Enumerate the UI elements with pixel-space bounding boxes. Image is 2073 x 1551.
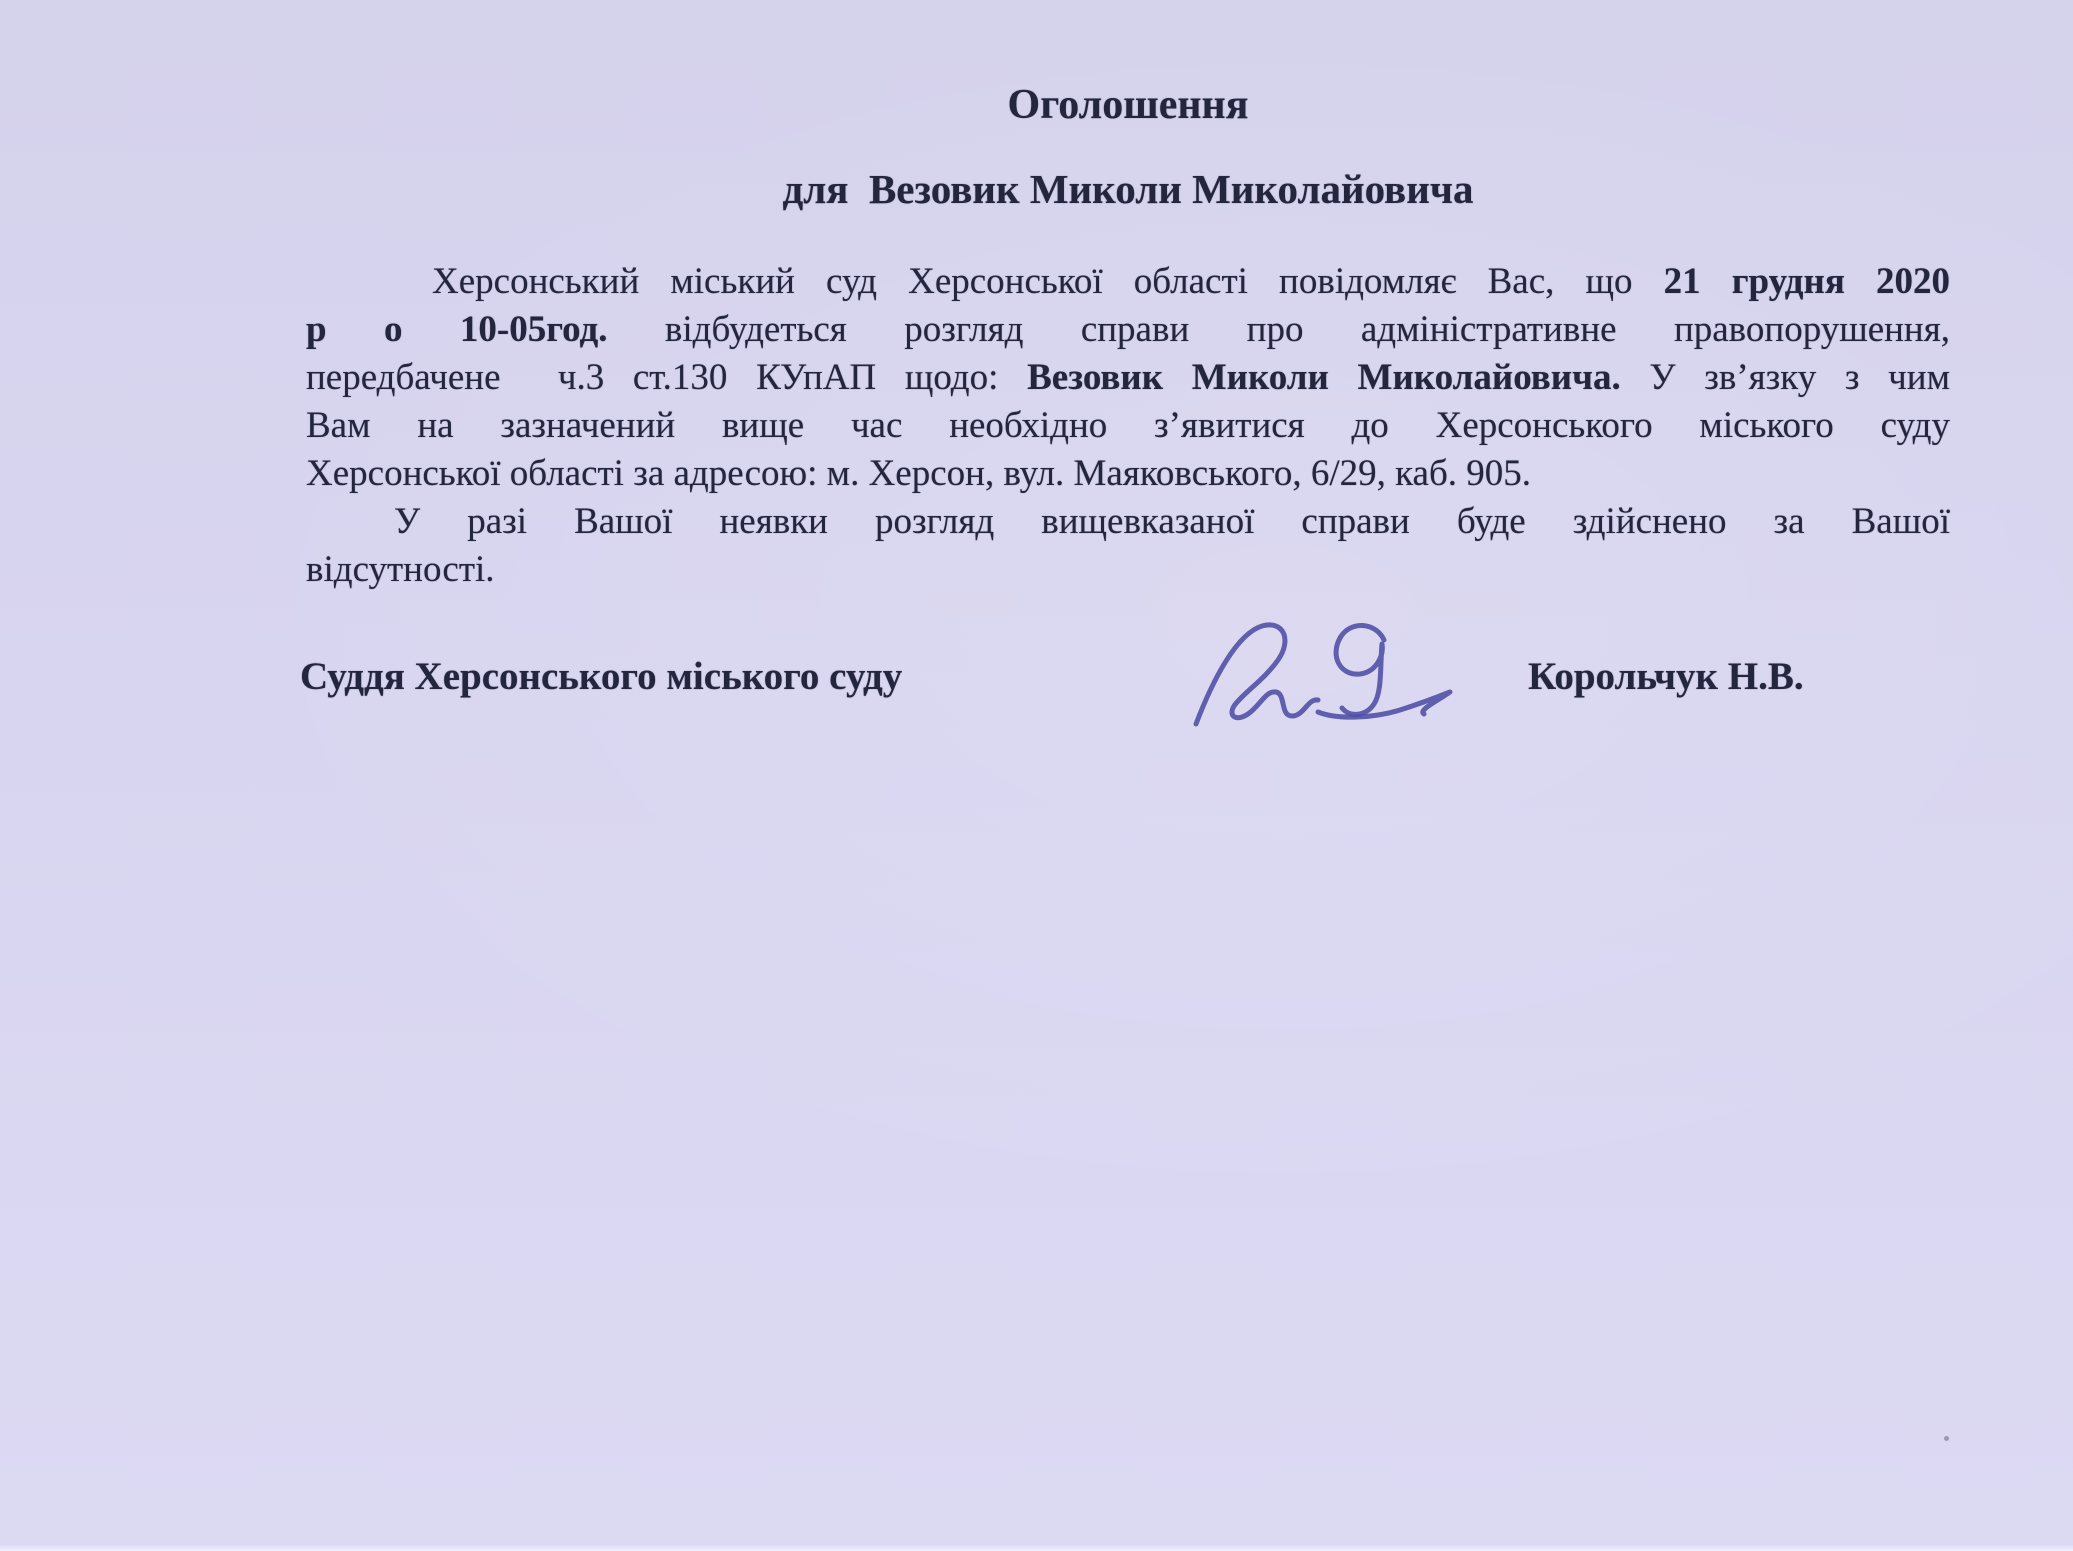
announcement-title: Оголошення xyxy=(1007,82,1249,128)
body-line: відсутності. xyxy=(306,549,495,590)
body-line: У разі Вашої неявки розгляд вищевказаної справи буде здійснено за Вашої xyxy=(394,501,1950,542)
body-line: Херсонський міський суд Херсонської області повідомляє Вас, що 21 грудня 2020 xyxy=(432,261,1950,302)
scan-dust-speck xyxy=(1944,1436,1949,1441)
body-line: Вам на зазначений вище час необхідно з’явитися до Херсонського міського суду xyxy=(306,405,1950,446)
scan-bottom-edge xyxy=(0,1544,2073,1551)
announcement-recipient: для Везовик Миколи Миколайовича xyxy=(782,166,1474,212)
judge-name: Корольчук Н.В. xyxy=(1528,655,1804,698)
body-line: Херсонської області за адресою: м. Херсон, вул. Маяковського, 6/29, каб. 905. xyxy=(306,453,1532,494)
body-line: р о 10-05год. відбудеться розгляд справи про адміністративне правопорушення, xyxy=(306,309,1950,350)
judge-role-label: Суддя Херсонського міського суду xyxy=(300,655,903,698)
body-line: передбачене ч.3 ст.130 КУпАП щодо: Везовик Миколи Миколайовича. У зв’язку з чим xyxy=(306,357,1951,398)
judge-signature-icon xyxy=(1178,596,1468,766)
